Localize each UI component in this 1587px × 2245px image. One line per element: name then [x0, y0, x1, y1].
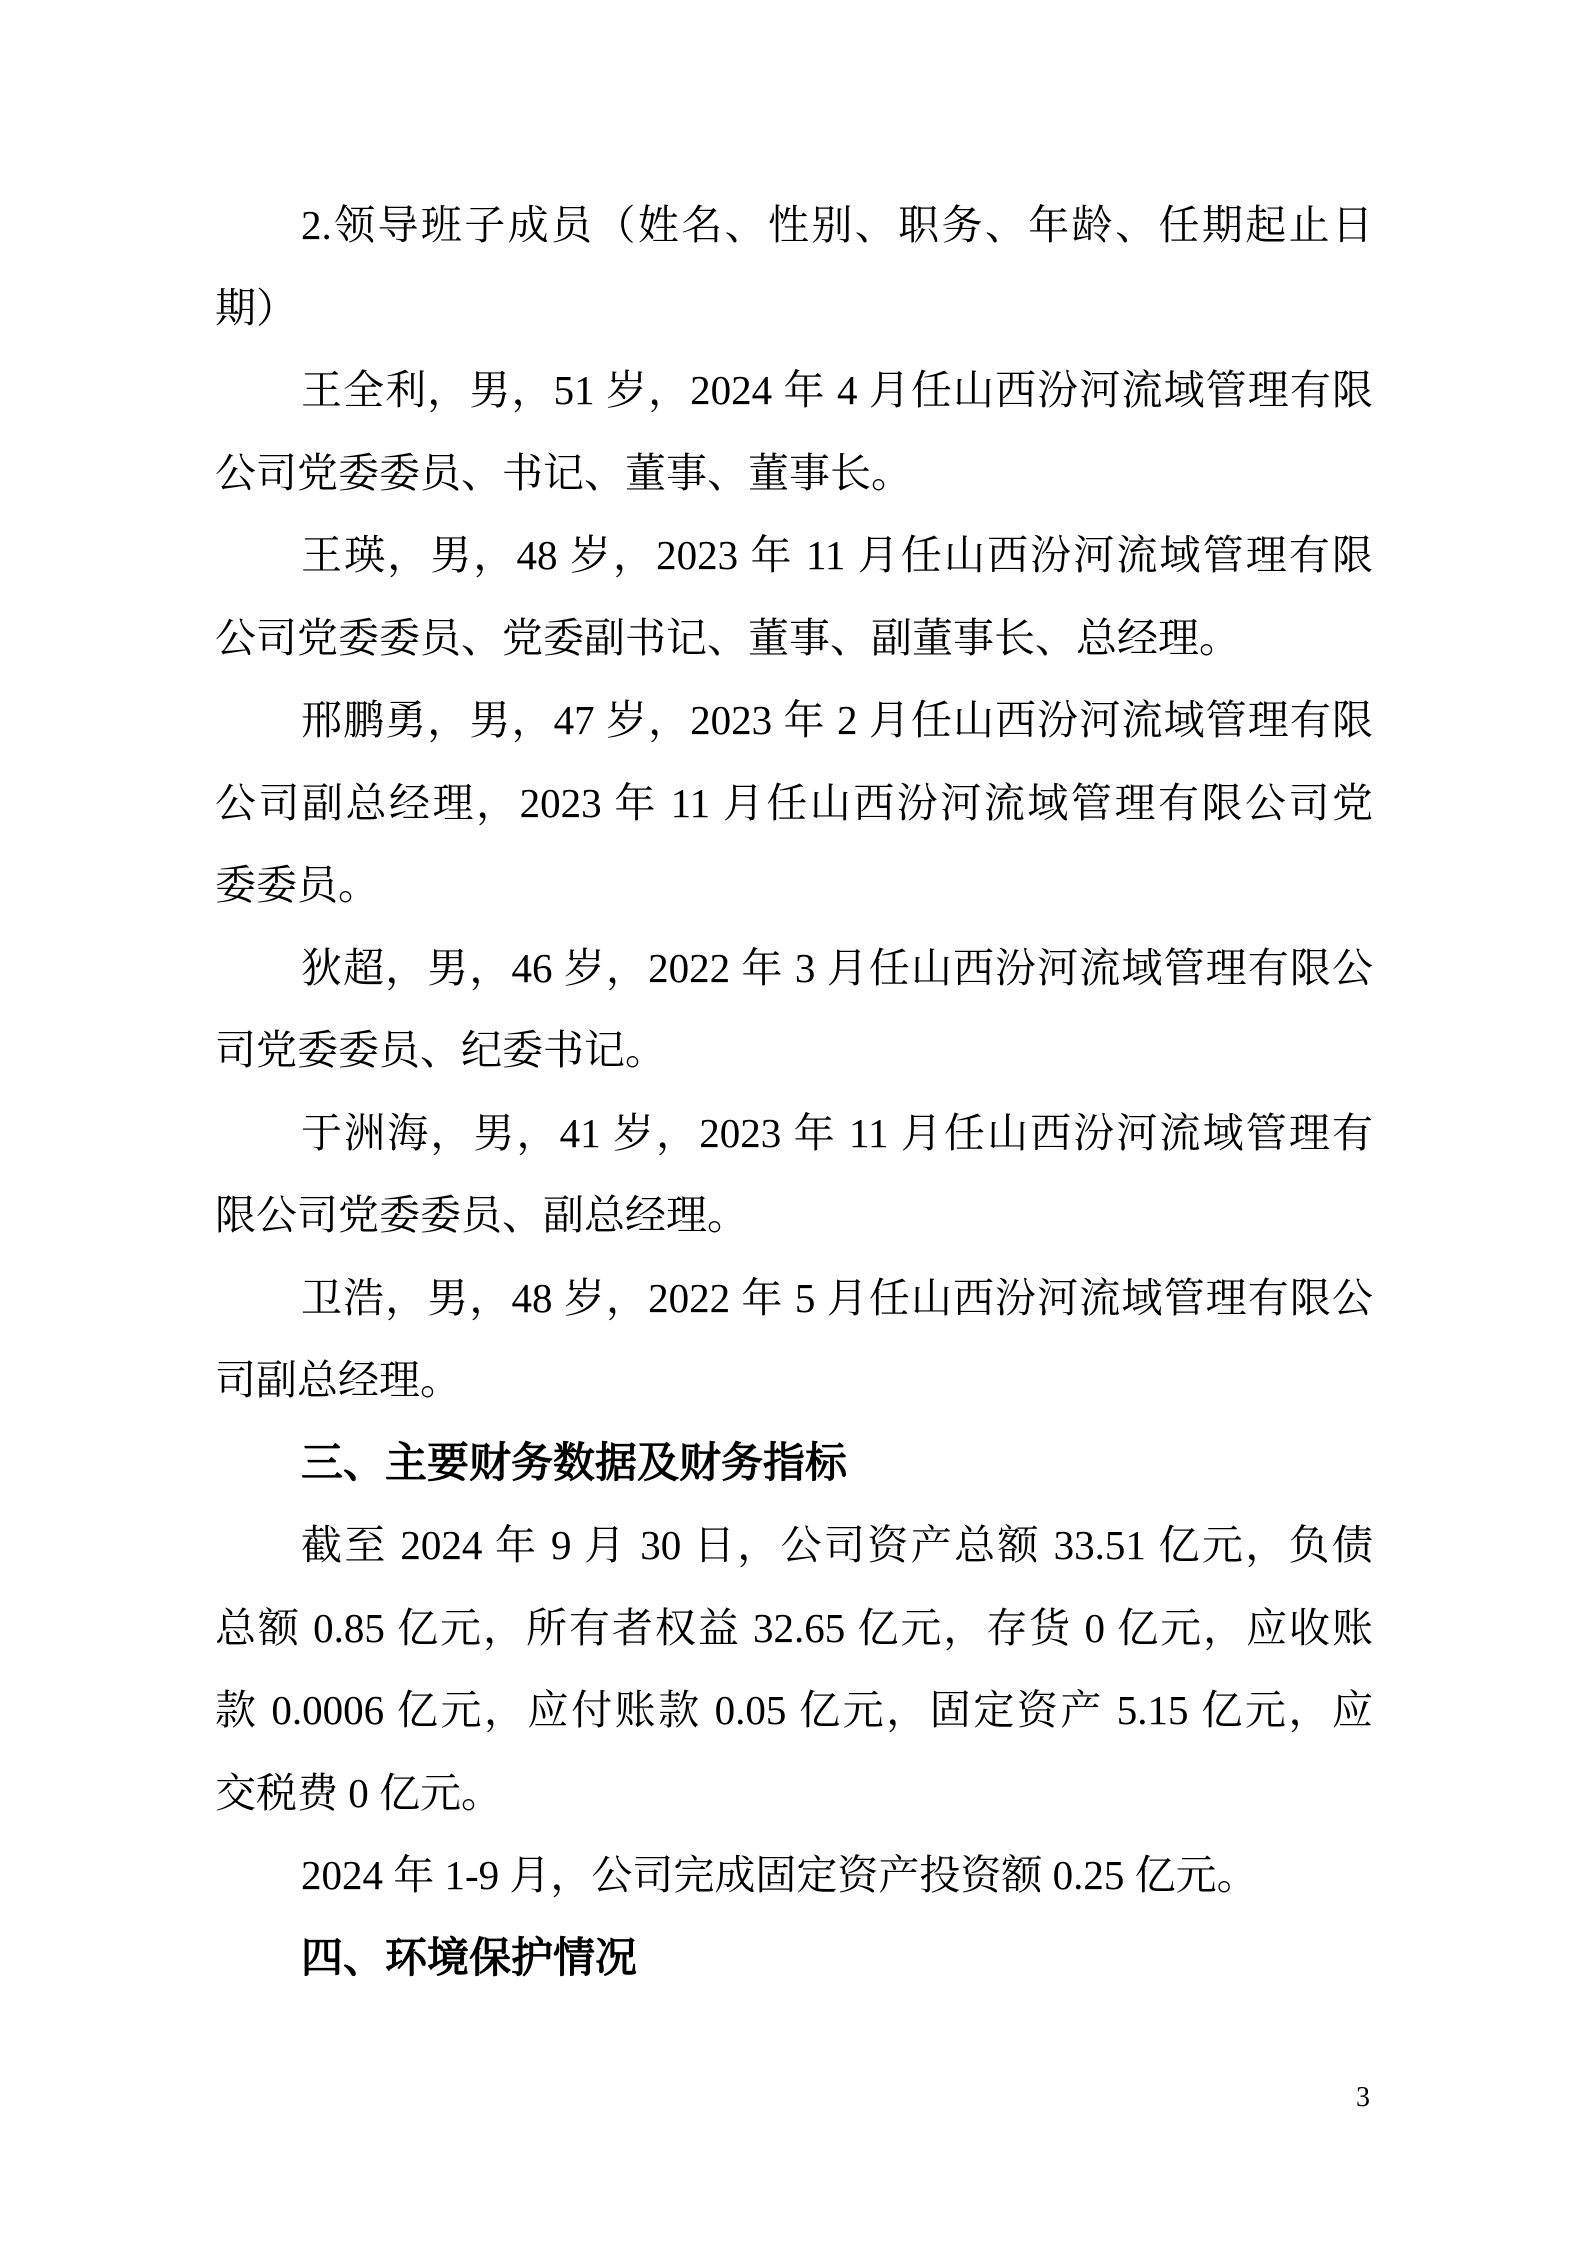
text-line: 公司副总经理，2023 年 11 月任山西汾河流域管理有限公司党: [215, 779, 1373, 826]
text-line: 2024 年 1-9 月，公司完成固定资产投资额 0.25 亿元。: [301, 1852, 1258, 1898]
text-line: 款 0.0006 亿元，应付账款 0.05 亿元，固定资产 5.15 亿元，应: [215, 1687, 1373, 1733]
text-line: 2.领导班子成员（姓名、性别、职务、年龄、任期起止日: [301, 202, 1373, 248]
text-line: 司副总经理。: [215, 1357, 461, 1403]
text-line: 狄超，男，46 岁，2022 年 3 月任山西汾河流域管理有限公: [301, 944, 1373, 991]
text-line: 卫浩，男，48 岁，2022 年 5 月任山西汾河流域管理有限公: [301, 1274, 1373, 1321]
text-line: 委委员。: [215, 862, 379, 908]
text-line: 公司党委委员、书记、董事、董事长。: [215, 449, 912, 496]
text-line: 限公司党委委员、副总经理。: [215, 1192, 748, 1238]
section-heading: 三、主要财务数据及财务指标: [301, 1438, 848, 1486]
text-line: 于洲海，男，41 岁，2023 年 11 月任山西汾河流域管理有: [301, 1109, 1373, 1156]
text-line: 王瑛，男，48 岁，2023 年 11 月任山西汾河流域管理有限: [301, 532, 1373, 578]
document-body: [215, 184, 1373, 1999]
text-line: 期）: [215, 284, 297, 331]
text-line: 公司党委委员、党委副书记、董事、副董事长、总经理。: [215, 614, 1240, 661]
text-line: 总额 0.85 亿元，所有者权益 32.65 亿元，存货 0 亿元，应收账: [215, 1604, 1373, 1651]
text-line: 邢鹏勇，男，47 岁，2023 年 2 月任山西汾河流域管理有限: [301, 697, 1373, 743]
text-line: 司党委委员、纪委书记。: [215, 1027, 666, 1073]
section-heading: 四、环境保护情况: [301, 1933, 638, 1981]
text-line: 截至 2024 年 9 月 30 日，公司资产总额 33.51 亿元，负债: [301, 1522, 1373, 1568]
page-number: 3: [1356, 2082, 1370, 2113]
text-line: 王全利，男，51 岁，2024 年 4 月任山西汾河流域管理有限: [301, 367, 1373, 413]
text-line: 交税费 0 亿元。: [215, 1769, 502, 1816]
